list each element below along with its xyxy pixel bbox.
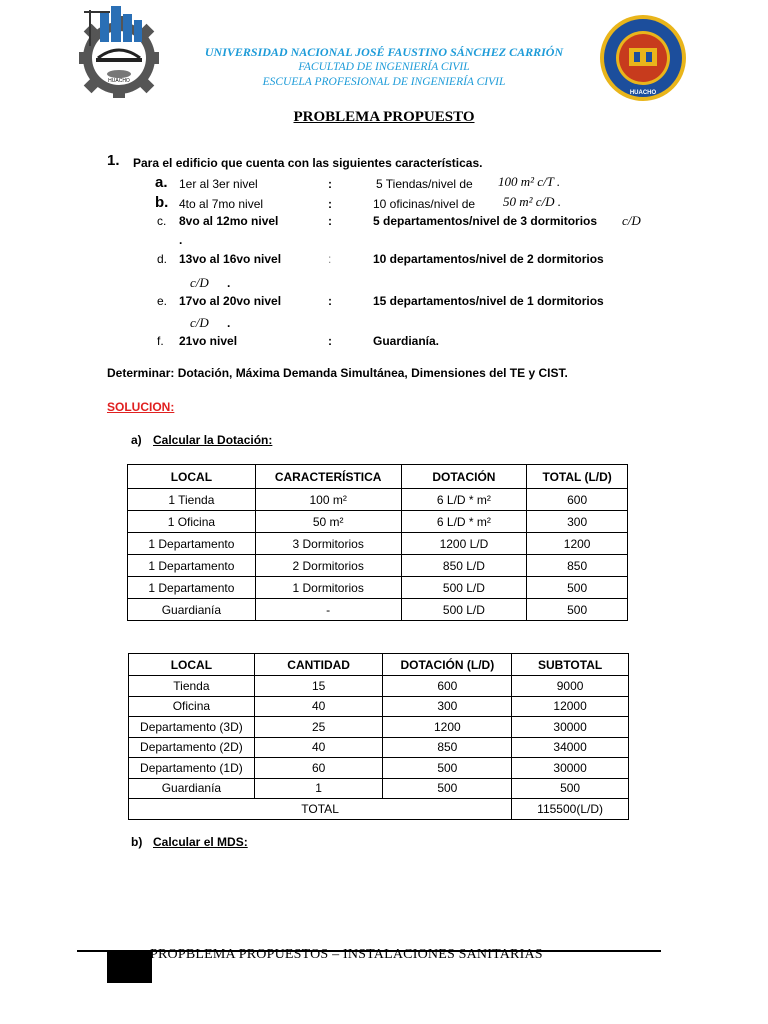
dotacion-table <box>127 464 628 621</box>
column-header: CARACTERÍSTICA <box>255 465 401 489</box>
item-math: c/D <box>622 213 641 228</box>
item-letter: d. <box>157 252 168 266</box>
table-cell: 1 Departamento <box>128 555 256 577</box>
item-colon: : <box>328 177 332 191</box>
part-a-letter: a) <box>131 433 142 447</box>
column-header: LOCAL <box>128 465 256 489</box>
table-cell: 30000 <box>512 717 629 738</box>
table-cell: 300 <box>527 511 628 533</box>
determine-text: Determinar: Dotación, Máxima Demanda Simultánea, Dimensiones del TE y CIST. <box>107 366 568 380</box>
column-header: DOTACIÓN <box>401 465 527 489</box>
subtotal-table <box>128 653 629 820</box>
item-colon: : <box>328 294 332 308</box>
item-letter: b. <box>155 194 169 211</box>
table-cell: 1200 L/D <box>401 533 527 555</box>
table-cell: 500 <box>383 758 512 779</box>
page-title: PROBLEMA PROPUESTO <box>293 109 475 125</box>
table-cell: 100 m² <box>255 489 401 511</box>
table-row <box>128 489 628 511</box>
school-name: ESCUELA PROFESIONAL DE INGENIERÍA CIVIL <box>262 76 506 88</box>
table-cell: 1 Tienda <box>128 489 256 511</box>
table-cell: 40 <box>254 737 383 758</box>
svg-text:HUACHO: HUACHO <box>108 78 130 84</box>
column-header: SUBTOTAL <box>512 654 629 676</box>
total-value: 115500(L/D) <box>512 799 629 820</box>
solution-label: SOLUCION: <box>107 400 175 414</box>
item-letter: c. <box>157 214 167 228</box>
table-row <box>128 555 628 577</box>
problem-number: 1. <box>107 152 120 169</box>
table-cell: 3 Dormitorios <box>255 533 401 555</box>
item-colon: : <box>328 252 332 266</box>
column-header: DOTACIÓN (L/D) <box>383 654 512 676</box>
table-cell: 850 <box>527 555 628 577</box>
table-cell: 850 <box>383 737 512 758</box>
item-level: 1er al 3er nivel <box>179 177 258 191</box>
part-b-letter: b) <box>131 835 143 849</box>
table-row <box>128 599 628 621</box>
table-cell: 30000 <box>512 758 629 779</box>
table-cell: 34000 <box>512 737 629 758</box>
item-level: 8vo al 12mo nivel <box>179 214 279 228</box>
item-math: c/D <box>190 275 209 290</box>
table-cell: Guardianía <box>129 778 255 799</box>
table-cell: 6 L/D * m² <box>401 489 527 511</box>
table-cell: Departamento (3D) <box>129 717 255 738</box>
table-cell: 1200 <box>527 533 628 555</box>
table-cell: 500 L/D <box>401 599 527 621</box>
faculty-name: FACULTAD DE INGENIERÍA CIVIL <box>298 61 470 73</box>
table-cell: 1 Departamento <box>128 577 256 599</box>
table-cell: 500 L/D <box>401 577 527 599</box>
table-row <box>129 676 629 697</box>
item-letter: f. <box>157 334 164 348</box>
item-desc: 5 Tiendas/nivel de <box>376 177 473 191</box>
table-row <box>128 511 628 533</box>
table-cell: 40 <box>254 696 383 717</box>
item-level: 4to al 7mo nivel <box>179 197 264 211</box>
column-header: LOCAL <box>129 654 255 676</box>
table-cell: 15 <box>254 676 383 697</box>
table-cell: 850 L/D <box>401 555 527 577</box>
table-cell: 25 <box>254 717 383 738</box>
table-cell: 1 Oficina <box>128 511 256 533</box>
table-header-row <box>128 465 628 489</box>
item-desc: Guardianía. <box>373 334 440 348</box>
table-cell: Departamento (1D) <box>129 758 255 779</box>
item-colon: : <box>328 197 332 211</box>
item-level: 13vo al 16vo nivel <box>179 252 282 266</box>
item-letter: a. <box>155 174 168 191</box>
item-letter: e. <box>157 294 168 308</box>
table-row <box>129 758 629 779</box>
table-cell: Guardianía <box>128 599 256 621</box>
svg-text:HUACHO: HUACHO <box>629 90 657 96</box>
table-row <box>129 778 629 799</box>
item-math: c/D <box>190 315 209 330</box>
column-header: CANTIDAD <box>254 654 383 676</box>
table-cell: 500 <box>383 778 512 799</box>
table-total-row <box>129 799 629 820</box>
table-cell: - <box>255 599 401 621</box>
table-cell: 500 <box>512 778 629 799</box>
item-colon: : <box>328 214 332 228</box>
table-cell: Oficina <box>129 696 255 717</box>
table-cell: 600 <box>527 489 628 511</box>
table-cell: 600 <box>383 676 512 697</box>
table-cell: 50 m² <box>255 511 401 533</box>
table-row <box>128 577 628 599</box>
item-math: 100 m² c/T . <box>498 174 561 189</box>
part-b-title: Calcular el MDS: <box>153 835 248 849</box>
table-cell: 1 <box>254 778 383 799</box>
footer-page-box <box>107 952 152 983</box>
item-level: 17vo al 20vo nivel <box>179 294 282 308</box>
total-label: TOTAL <box>129 799 512 820</box>
table-row <box>129 696 629 717</box>
table-cell: 9000 <box>512 676 629 697</box>
table-cell: 1 Dormitorios <box>255 577 401 599</box>
item-dot: . <box>227 276 231 290</box>
table-cell: 300 <box>383 696 512 717</box>
table-row <box>129 737 629 758</box>
table-row <box>128 533 628 555</box>
table-cell: Departamento (2D) <box>129 737 255 758</box>
table-cell: 6 L/D * m² <box>401 511 527 533</box>
item-level: 21vo nivel <box>179 334 238 348</box>
table-cell: 1200 <box>383 717 512 738</box>
table-cell: Tienda <box>129 676 255 697</box>
university-name: UNIVERSIDAD NACIONAL JOSÉ FAUSTINO SÁNCHEZ CARRIÓN <box>204 45 564 59</box>
table-cell: 2 Dormitorios <box>255 555 401 577</box>
item-desc: 15 departamentos/nivel de 1 dormitorios <box>373 294 604 308</box>
table-cell: 500 <box>527 577 628 599</box>
footer-text: PROPBLEMA PROPUESTOS – INSTALACIONES SANITARIAS <box>150 947 543 962</box>
item-dot: . <box>227 316 231 330</box>
table-cell: 500 <box>527 599 628 621</box>
item-colon: : <box>328 334 332 348</box>
item-math: 50 m² c/D . <box>503 194 562 209</box>
table-cell: 60 <box>254 758 383 779</box>
table-row <box>129 717 629 738</box>
item-desc: 10 departamentos/nivel de 2 dormitorios <box>373 252 604 266</box>
part-a-title: Calcular la Dotación: <box>153 433 273 447</box>
table-cell: 1 Departamento <box>128 533 256 555</box>
item-dot: . <box>179 233 183 247</box>
item-desc: 10 oficinas/nivel de <box>373 197 476 211</box>
table-header-row <box>129 654 629 676</box>
table-cell: 12000 <box>512 696 629 717</box>
problem-statement: Para el edificio que cuenta con las siguientes características. <box>133 156 483 170</box>
column-header: TOTAL (L/D) <box>527 465 628 489</box>
item-desc: 5 departamentos/nivel de 3 dormitorios <box>373 214 598 228</box>
